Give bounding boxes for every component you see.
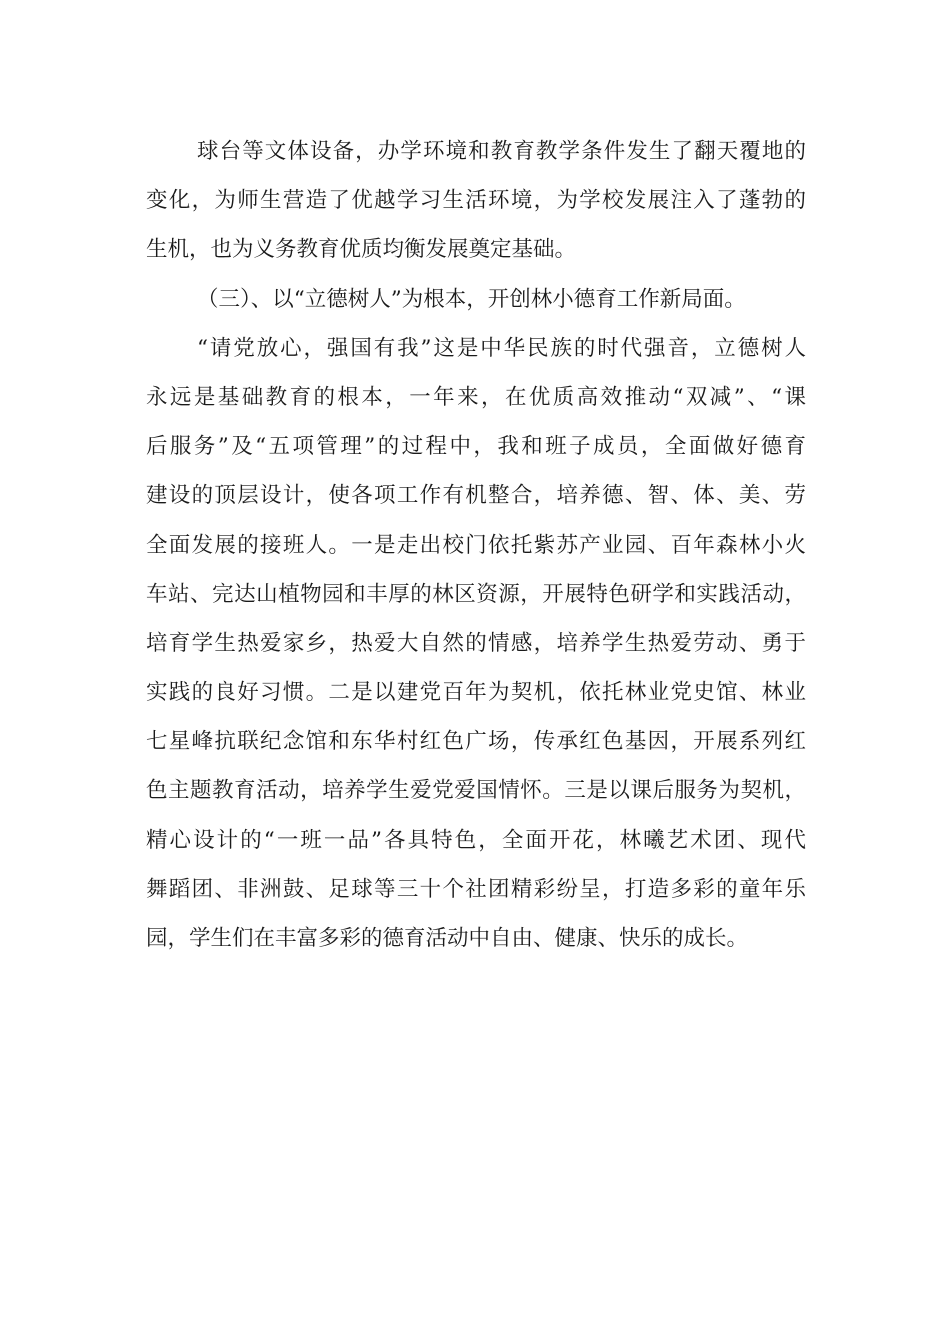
text-line: 精心设计的“一班一品”各具特色，全面开花，林曦艺术团、现代 (146, 827, 806, 853)
document-body (146, 134, 806, 970)
text-line: 永远是基础教育的根本，一年来，在优质高效推动“双减”、“课 (146, 384, 806, 410)
text-line: 七星峰抗联纪念馆和东华村红色广场，传承红色基因，开展系列红 (146, 729, 806, 755)
text-line: “请党放心，强国有我”这是中华民族的时代强音，立德树人 (197, 335, 806, 361)
text-line: 球台等文体设备，办学环境和教育教学条件发生了翻天覆地的 (197, 139, 806, 164)
text-line: 建设的顶层设计，使各项工作有机整合，培养德、智、体、美、劳 (146, 483, 806, 509)
text-line: 舞蹈团、非洲鼓、足球等三十个社团精彩纷呈，打造多彩的童年乐 (146, 876, 806, 902)
text-line: 生机，也为义务教育优质均衡发展奠定基础。 (146, 237, 577, 263)
text-line: 园，学生们在丰富多彩的德育活动中自由、健康、快乐的成长。 (146, 926, 749, 951)
text-line: 后服务”及“五项管理”的过程中，我和班子成员，全面做好德育 (146, 434, 806, 460)
text-line: 培育学生热爱家乡，热爱大自然的情感，培养学生热爱劳动、勇于 (146, 630, 806, 656)
text-line: 色主题教育活动，培养学生爱党爱国情怀。三是以课后服务为契机， (146, 778, 806, 804)
text-line: 实践的良好习惯。二是以建党百年为契机，依托林业党史馆、林业 (146, 680, 806, 706)
paragraph-facilities (146, 134, 806, 282)
section-heading (146, 282, 806, 331)
text-line: 全面发展的接班人。一是走出校门依托紫苏产业园、百年森林小火 (146, 532, 806, 558)
text-line: 变化，为师生营造了优越学习生活环境，为学校发展注入了蓬勃的 (146, 188, 806, 214)
heading-line: （三）、以“立德树人”为根本，开创林小德育工作新局面。 (197, 286, 746, 312)
paragraph-moral-education (146, 331, 806, 970)
text-line: 车站、完达山植物园和丰厚的林区资源，开展特色研学和实践活动， (146, 581, 806, 607)
